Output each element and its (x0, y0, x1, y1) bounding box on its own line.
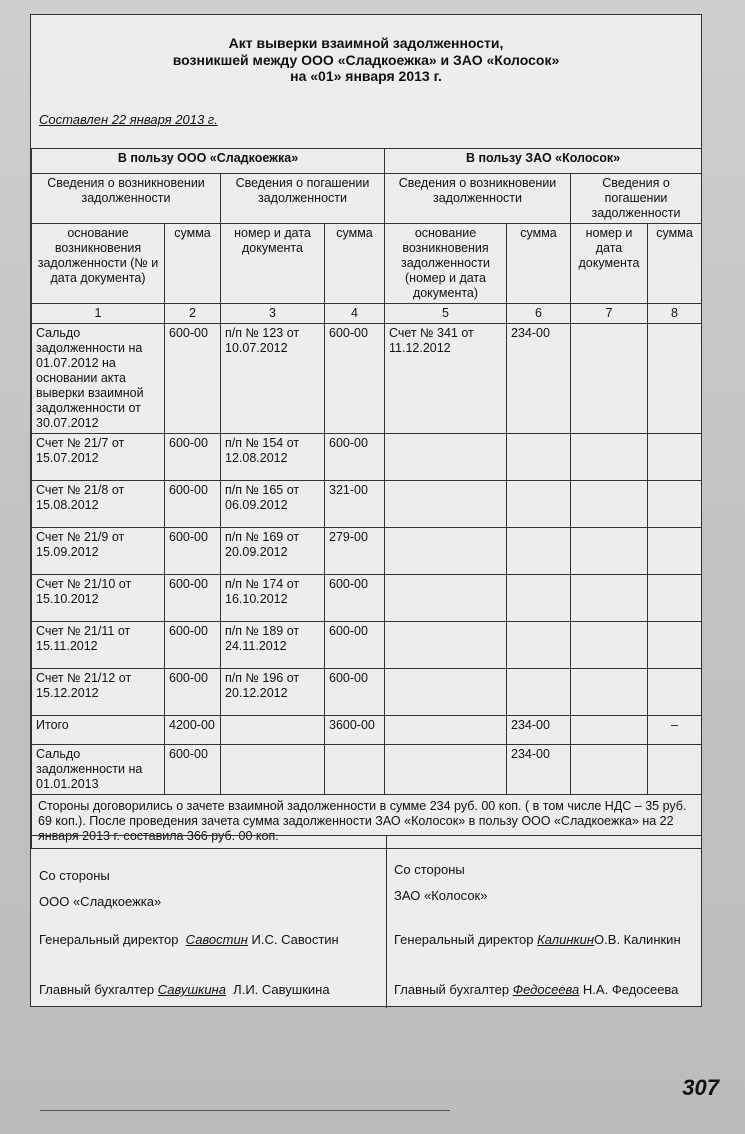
table-cell (648, 622, 702, 669)
accountant-signature: Федосеева (512, 982, 580, 997)
table-cell (648, 745, 702, 795)
col-number: 8 (648, 304, 702, 324)
col-number: 6 (507, 304, 571, 324)
table-cell (571, 528, 648, 575)
table-cell: п/п № 196 от 20.12.2012 (221, 669, 325, 716)
table-cell: Счет № 21/12 от 15.12.2012 (32, 669, 165, 716)
table-cell: – (648, 716, 702, 745)
table-row (32, 324, 702, 434)
table-cell (507, 434, 571, 481)
group-header-3: Сведения о возникновении задолженности (385, 174, 571, 224)
col-number: 7 (571, 304, 648, 324)
table-cell: 600-00 (325, 575, 385, 622)
table-cell: Счет № 21/9 от 15.09.2012 (32, 528, 165, 575)
table-cell: Сальдо задолженности на 01.07.2012 на основании акта выверки взаимной задолженности от 30.07.2012 (32, 324, 165, 434)
col-header-1: основание возникновения задолженности (№ и дата документа) (32, 224, 165, 304)
table-cell: 234-00 (507, 324, 571, 434)
col-header-6: сумма (507, 224, 571, 304)
table-cell (648, 324, 702, 434)
table-cell (571, 622, 648, 669)
col-header-5: основание возникновения задолженности (номер и дата документа) (385, 224, 507, 304)
table-cell: Счет № 21/7 от 15.07.2012 (32, 434, 165, 481)
director-signature: Калинкин (537, 932, 595, 947)
table-cell (385, 528, 507, 575)
table-cell: Счет № 21/11 от 15.11.2012 (32, 622, 165, 669)
table-cell (571, 481, 648, 528)
table-cell: 600-00 (165, 434, 221, 481)
table-cell (221, 745, 325, 795)
table-cell: 234-00 (507, 745, 571, 795)
act-date-line: на «01» января 2013 г. (290, 68, 442, 84)
table-cell: п/п № 165 от 06.09.2012 (221, 481, 325, 528)
director-signature: Савостин (185, 932, 248, 947)
col-number: 1 (32, 304, 165, 324)
table-row (32, 716, 702, 745)
reconciliation-act (30, 14, 702, 1007)
director-line: Генеральный директор КалинкинО.В. Калинкин (394, 932, 681, 947)
accountant-signature: Савушкина (157, 982, 226, 997)
table-cell: Счет № 341 от 11.12.2012 (385, 324, 507, 434)
table-row (32, 622, 702, 669)
footer-rule (40, 1110, 450, 1111)
composed-date: Составлен 22 января 2013 г. (39, 112, 218, 127)
act-title: Акт выверки взаимной задолженности, (228, 35, 504, 51)
director-line: Генеральный директор Савостин И.С. Савостин (39, 932, 339, 947)
table-cell (507, 669, 571, 716)
table-cell: 600-00 (325, 622, 385, 669)
table-cell: Счет № 21/8 от 15.08.2012 (32, 481, 165, 528)
table-cell (648, 575, 702, 622)
table-cell (385, 669, 507, 716)
table-cell: 600-00 (165, 745, 221, 795)
signature-left (31, 836, 387, 1008)
table-cell (385, 575, 507, 622)
table-cell: 3600-00 (325, 716, 385, 745)
page-number: 307 (682, 1075, 719, 1100)
table-cell (571, 575, 648, 622)
side-label: Со стороны (394, 862, 465, 877)
table-cell: 600-00 (165, 528, 221, 575)
table-cell: 321-00 (325, 481, 385, 528)
table-cell (648, 481, 702, 528)
table-cell (385, 745, 507, 795)
table-cell (571, 716, 648, 745)
group-header-1: Сведения о возникновении задолженности (32, 174, 221, 224)
table-cell: Итого (32, 716, 165, 745)
table-cell: Счет № 21/10 от 15.10.2012 (32, 575, 165, 622)
group-header-4: Сведения о погашении задолженности (571, 174, 702, 224)
table-cell: 600-00 (165, 622, 221, 669)
table-cell: п/п № 154 от 12.08.2012 (221, 434, 325, 481)
group-header-2: Сведения о погашении задолженности (221, 174, 385, 224)
table-cell (571, 669, 648, 716)
agreement-text: Стороны договорились о зачете взаимной задолженности в сумме 234 руб. 00 коп. ( в том числе НДС – 35 руб. 69 коп.). После проведения зачета сумма задолженности ЗАО «Колосок» в пользу ООО «Сладкоежка» на 22 января 2013 г. составила 366 руб. 00 коп. (32, 795, 702, 849)
table-cell: п/п № 169 от 20.09.2012 (221, 528, 325, 575)
signatures (31, 835, 701, 1008)
col-header-3: номер и дата документа (221, 224, 325, 304)
col-number: 4 (325, 304, 385, 324)
table-cell (507, 481, 571, 528)
table-cell: 600-00 (165, 481, 221, 528)
table-row (32, 745, 702, 795)
reconciliation-table (31, 148, 702, 849)
table-cell: 600-00 (325, 669, 385, 716)
table-cell (571, 324, 648, 434)
org-name: ЗАО «Колосок» (394, 888, 488, 903)
party-right-header: В пользу ЗАО «Колосок» (385, 149, 702, 174)
table-cell (385, 716, 507, 745)
col-header-4: сумма (325, 224, 385, 304)
table-row (32, 528, 702, 575)
col-number: 3 (221, 304, 325, 324)
signature-right (386, 836, 701, 1008)
table-cell: 600-00 (325, 434, 385, 481)
table-cell: 600-00 (165, 575, 221, 622)
table-cell: 600-00 (325, 324, 385, 434)
col-number: 5 (385, 304, 507, 324)
table-cell (385, 434, 507, 481)
accountant-line: Главный бухгалтер Савушкина Л.И. Савушкина (39, 982, 330, 997)
table-cell (648, 669, 702, 716)
table-row (32, 481, 702, 528)
table-cell (325, 745, 385, 795)
table-cell (571, 745, 648, 795)
table-cell (571, 434, 648, 481)
table-cell: 4200-00 (165, 716, 221, 745)
table-cell (385, 622, 507, 669)
table-cell (221, 716, 325, 745)
table-cell: 234-00 (507, 716, 571, 745)
table-cell: 600-00 (165, 669, 221, 716)
side-label: Со стороны (39, 868, 110, 883)
accountant-line: Главный бухгалтер Федосеева Н.А. Федосеева (394, 982, 679, 997)
table-cell (507, 622, 571, 669)
table-cell: Сальдо задолженности на 01.01.2013 (32, 745, 165, 795)
col-header-7: номер и дата документа (571, 224, 648, 304)
table-cell (385, 481, 507, 528)
table-cell (648, 434, 702, 481)
table-cell (507, 528, 571, 575)
org-name: ООО «Сладкоежка» (39, 894, 162, 909)
col-header-8: сумма (648, 224, 702, 304)
table-row (32, 434, 702, 481)
party-left-header: В пользу ООО «Сладкоежка» (32, 149, 385, 174)
table-cell: 279-00 (325, 528, 385, 575)
table-row (32, 669, 702, 716)
act-parties-line: возникшей между ООО «Сладкоежка» и ЗАО «Колосок» (172, 52, 560, 68)
table-cell (507, 575, 571, 622)
table-row (32, 575, 702, 622)
table-cell: п/п № 174 от 16.10.2012 (221, 575, 325, 622)
table-cell: п/п № 189 от 24.11.2012 (221, 622, 325, 669)
table-cell: п/п № 123 от 10.07.2012 (221, 324, 325, 434)
col-number: 2 (165, 304, 221, 324)
col-header-2: сумма (165, 224, 221, 304)
table-cell (648, 528, 702, 575)
table-cell: 600-00 (165, 324, 221, 434)
